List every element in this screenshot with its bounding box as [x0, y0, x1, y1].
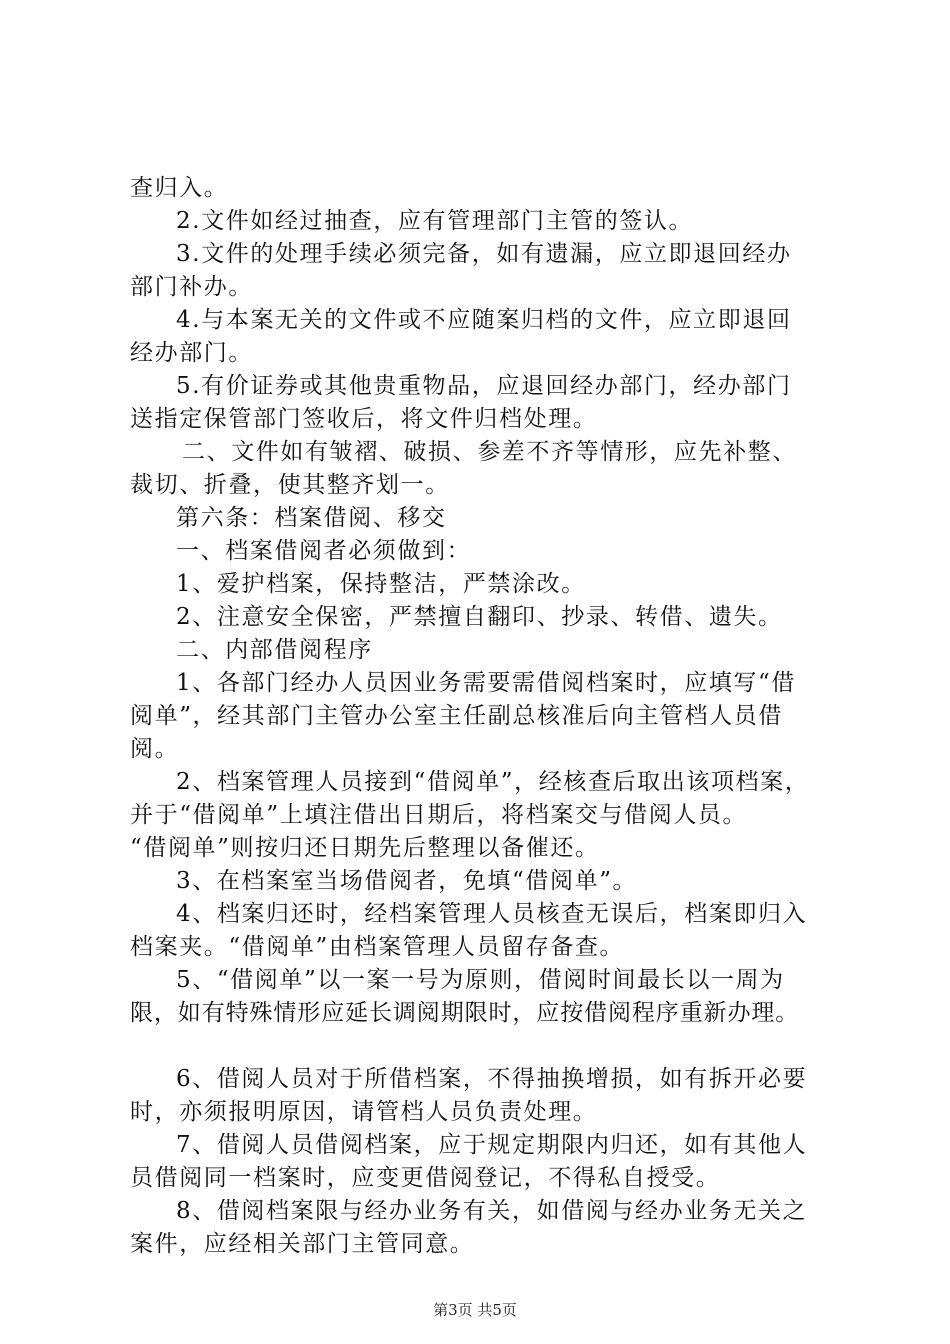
paragraph-line: 部门补办。 — [130, 274, 253, 300]
paragraph-line: 一、档案借阅者必须做到： — [176, 538, 472, 564]
paragraph-line: 1、爱护档案，保持整洁，严禁涂改。 — [176, 571, 586, 597]
paragraph-line: 送指定保管部门签收后，将文件归档处理。 — [130, 406, 598, 432]
paragraph-line: 5.有价证券或其他贵重物品，应退回经办部门，经办部门 — [176, 373, 792, 399]
paragraph-line: 4、档案归还时，经档案管理人员核查无误后，档案即归入 — [176, 901, 808, 927]
paragraph-line: 3.文件的处理手续必须完备，如有遗漏，应立即退回经办 — [176, 241, 792, 267]
paragraph-line: 7、借阅人员借阅档案，应于规定期限内归还，如有其他人 — [176, 1132, 808, 1158]
paragraph-line: 二、内部借阅程序 — [176, 637, 373, 663]
paragraph-line: 员借阅同一档案时，应变更借阅登记，不得私自授受。 — [130, 1165, 721, 1191]
paragraph-line: 限，如有特殊情形应延长调阅期限时，应按借阅程序重新办理。 — [130, 1000, 800, 1026]
paragraph-line: 5、“借阅单”以一案一号为原则，借阅时间最长以一周为 — [176, 967, 785, 993]
page-number-footer: 第3页 共5页 — [433, 1301, 517, 1319]
paragraph-line: 2、档案管理人员接到“借阅单”，经核查后取出该项档案， — [176, 769, 810, 795]
paragraph-line: 2、注意安全保密，严禁擅自翻印、抄录、转借、遗失。 — [176, 604, 783, 630]
paragraph-line: 时，亦须报明原因，请管档人员负责处理。 — [130, 1099, 598, 1125]
paragraph-line: 裁切、折叠，使其整齐划一。 — [130, 472, 450, 498]
paragraph-line: 2.文件如经过抽查，应有管理部门主管的签认。 — [176, 208, 694, 234]
paragraph-line: 6、借阅人员对于所借档案，不得抽换增损，如有拆开必要 — [176, 1066, 808, 1092]
paragraph-line: 4.与本案无关的文件或不应随案归档的文件，应立即退回 — [176, 307, 792, 333]
paragraph-line: 经办部门。 — [130, 340, 253, 366]
paragraph-line: 查归入。 — [130, 175, 229, 201]
paragraph-line: 3、在档案室当场借阅者，免填“借阅单”。 — [176, 868, 638, 894]
section-heading: 第六条：档案借阅、移交 — [176, 505, 447, 531]
paragraph-line: 并于“借阅单”上填注借出日期后，将档案交与借阅人员。 — [130, 802, 748, 828]
paragraph-line: 阅单”，经其部门主管办公室主任副总核准后向主管档人员借 — [130, 703, 783, 729]
paragraph-line: 案件，应经相关部门主管同意。 — [130, 1231, 475, 1257]
paragraph-line: 1、各部门经办人员因业务需要需借阅档案时，应填写“借 — [176, 670, 796, 696]
paragraph-line: 阅。 — [130, 736, 180, 762]
paragraph-line: 档案夹。“借阅单”由档案管理人员留存备查。 — [130, 934, 625, 960]
paragraph-line: 8、借阅档案限与经办业务有关，如借阅与经办业务无关之 — [176, 1198, 808, 1224]
paragraph-line: 二、文件如有皱褶、破损、参差不齐等情形，应先补整、 — [182, 439, 797, 465]
paragraph-line: “借阅单”则按归还日期先后整理以备催还。 — [130, 835, 600, 861]
